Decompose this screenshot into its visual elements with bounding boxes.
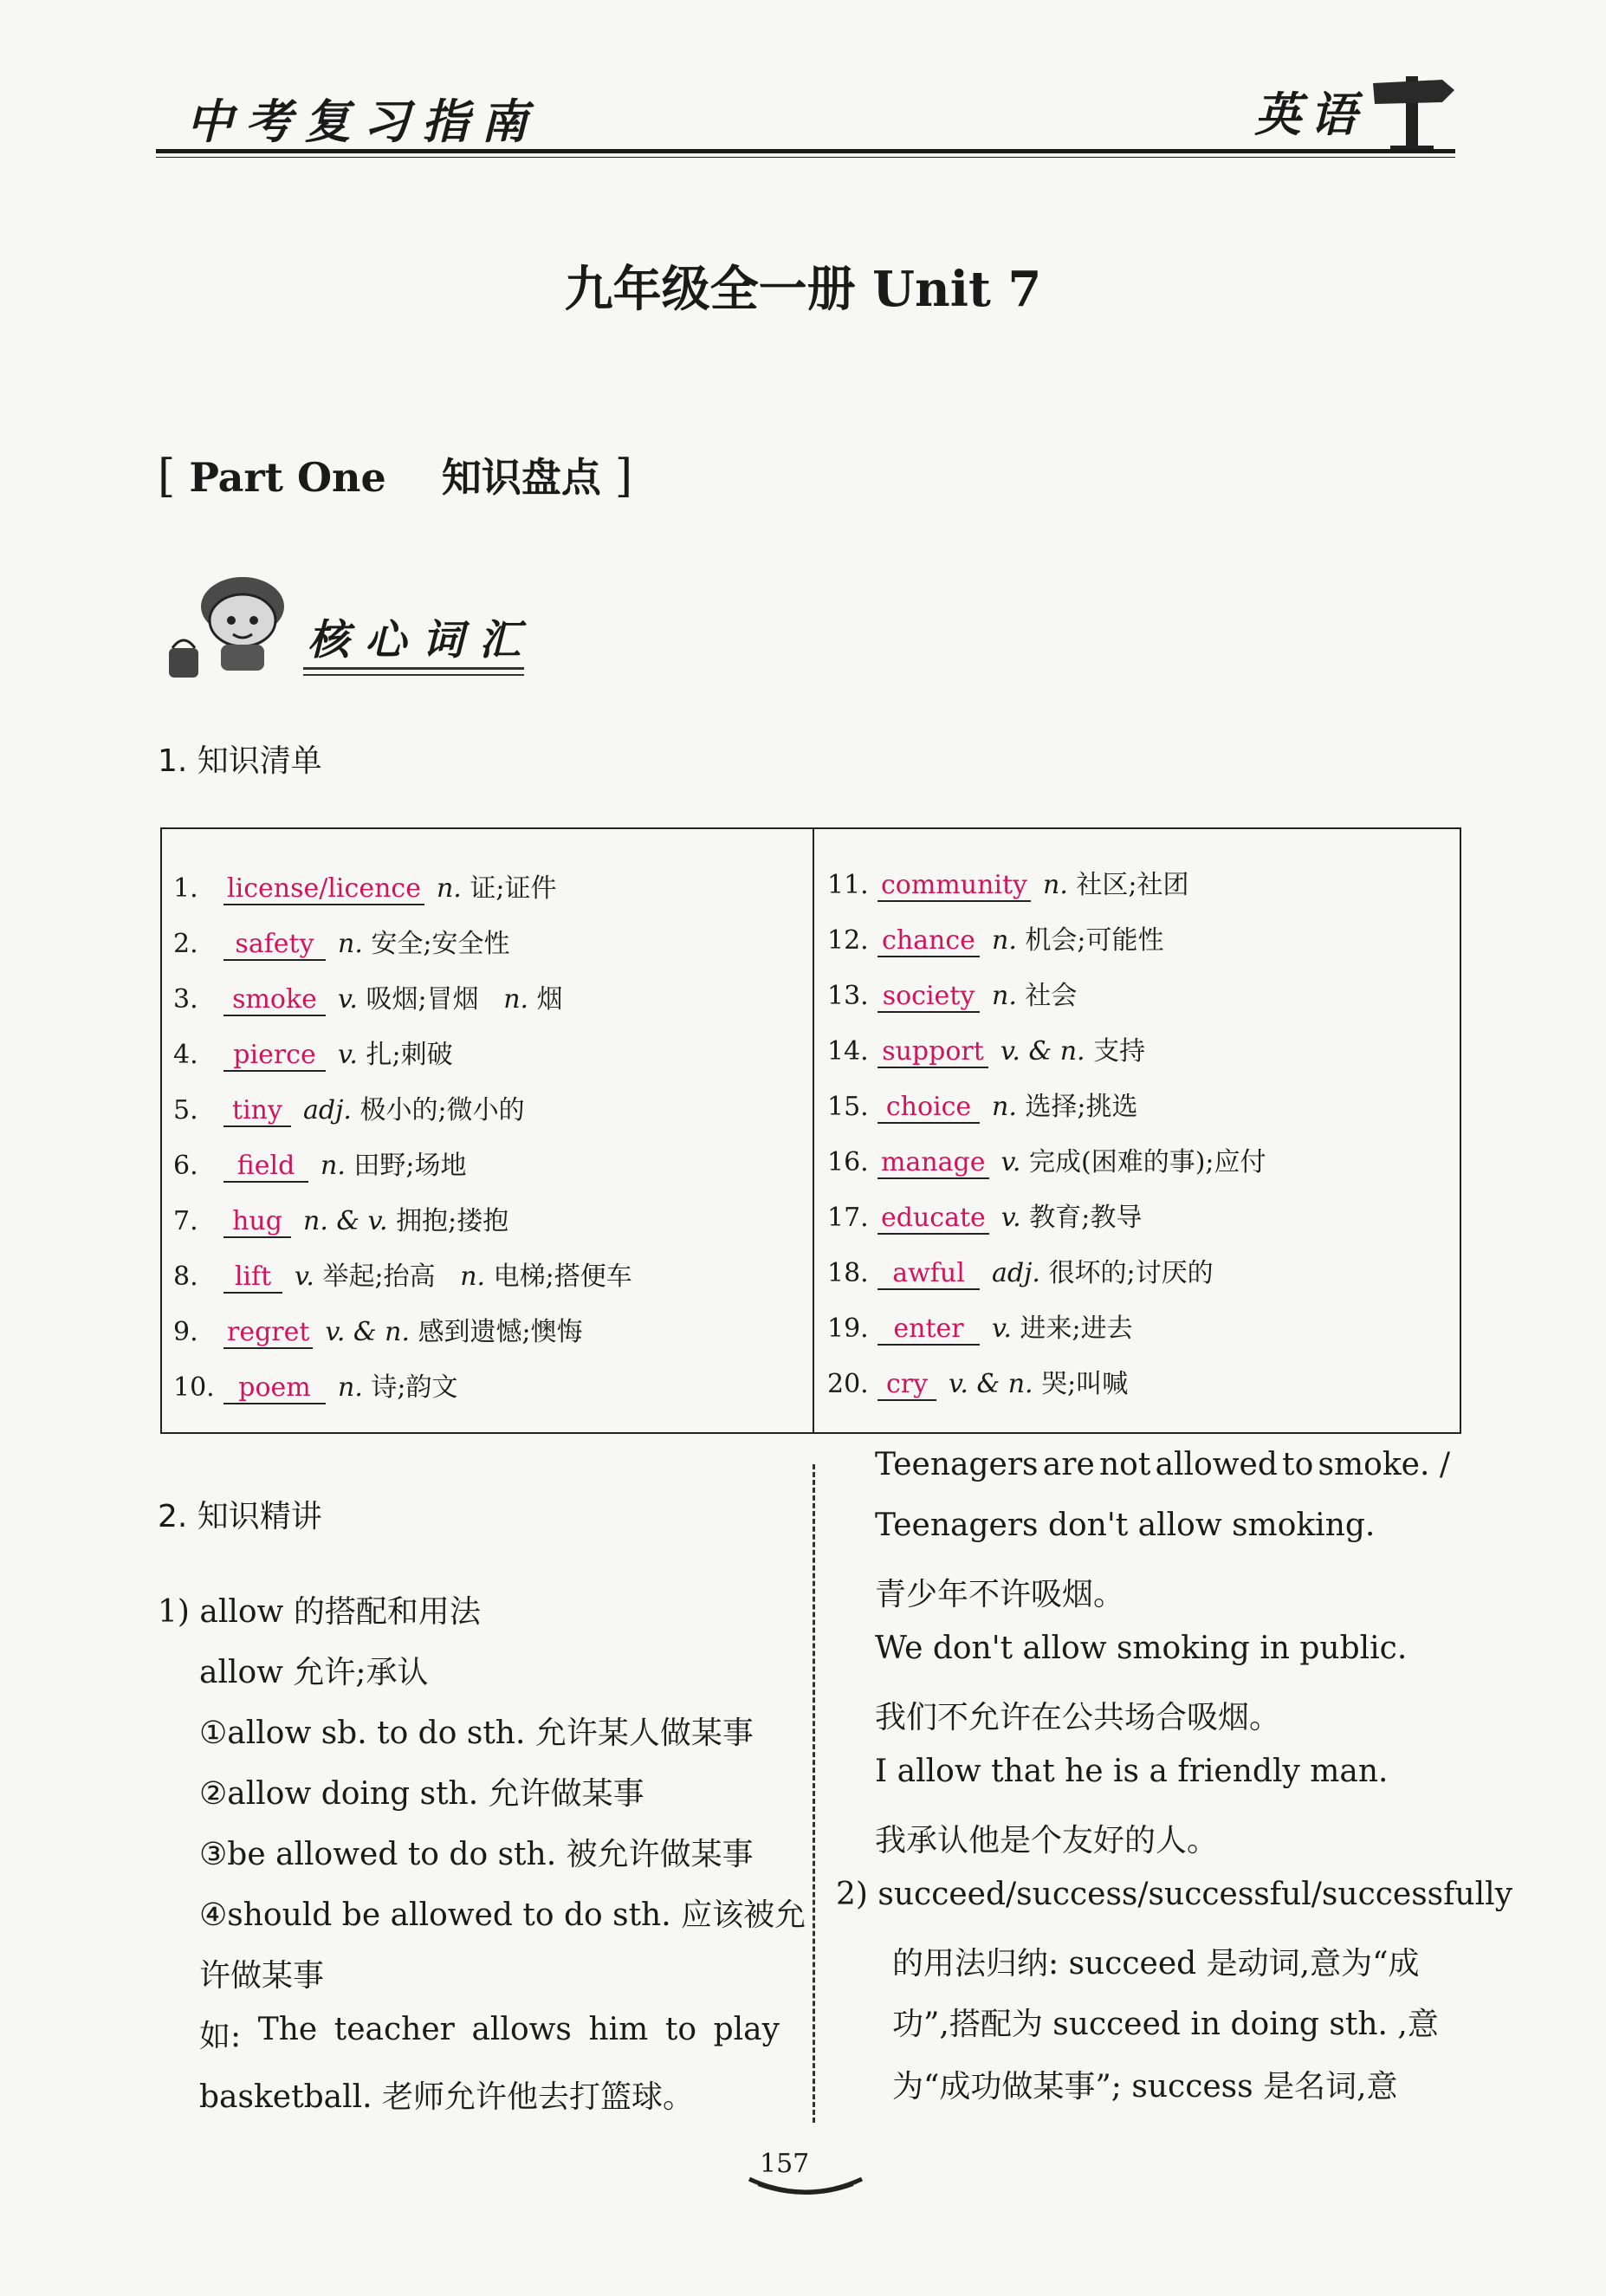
header-book-title: 中考复习指南 (186, 94, 540, 149)
section-2-heading: 2. 知识精讲 (158, 1499, 322, 1534)
part-heading (158, 446, 632, 503)
allow-usage-4-cont: 许做某事 (199, 1958, 325, 1994)
part-bracket-open: [ (158, 451, 176, 503)
vocab-answer: pierce (223, 1040, 326, 1072)
vocab-answer: support (877, 1036, 988, 1068)
vocab-answer: license/licence (223, 873, 424, 905)
header-subject: 英语 (1254, 87, 1365, 142)
vocab-answer: safety (223, 929, 326, 961)
vocab-row: 5. tiny adj. 极小的;微小的 (173, 1095, 525, 1125)
allow-example: 如: The teacher allows him to play (199, 2012, 780, 2054)
vocab-banner-title: 核心词汇 (308, 616, 537, 665)
vocab-answer: regret (223, 1317, 313, 1349)
succeed-text: 为“成功做某事”; success 是名词,意 (892, 2069, 1398, 2105)
example-translation: 青少年不许吸烟。 (875, 1577, 1125, 1612)
vocab-table-divider (813, 827, 814, 1434)
vocab-row: 7. hug n. & v. 拥抱;搂抱 (173, 1206, 509, 1236)
allow-usage-4: ④should be allowed to do sth. 应该被允 (199, 1897, 806, 1933)
vocab-row: 11. community n. 社区;社团 (827, 870, 1189, 900)
vocab-answer: poem (223, 1372, 326, 1404)
vocab-answer: smoke (223, 984, 326, 1016)
vocab-row: 19. enter v. 进来;进去 (827, 1313, 1133, 1344)
vocab-banner-rule (303, 667, 524, 670)
vocab-row: 12. chance n. 机会;可能性 (827, 925, 1164, 956)
allow-usage-1: ①allow sb. to do sth. 允许某人做某事 (199, 1716, 754, 1751)
vocab-banner-rule-thin (303, 674, 524, 676)
example-line: We don't allow smoking in public. (875, 1631, 1408, 1666)
succeed-text: 功”,搭配为 succeed in doing sth. ,意 (892, 2007, 1439, 2042)
vocab-answer: manage (877, 1147, 989, 1179)
vocab-row: 4. pierce v. 扎;刺破 (173, 1040, 453, 1070)
succeed-heading: 2) succeed/success/successful/successfully (836, 1877, 1513, 1912)
vocab-row: 18. awful adj. 很坏的;讨厌的 (827, 1258, 1214, 1288)
vocab-answer: choice (877, 1092, 980, 1124)
vocab-answer: society (877, 981, 980, 1013)
vocab-answer: enter (877, 1313, 980, 1346)
vocab-answer: field (223, 1151, 308, 1183)
column-separator (813, 1464, 815, 2123)
vocab-row: 14. support v. & n. 支持 (827, 1036, 1146, 1067)
vocab-row: 20. cry v. & n. 哭;叫喊 (827, 1369, 1129, 1399)
allow-usage-2: ②allow doing sth. 允许做某事 (199, 1776, 644, 1812)
section-1-heading: 1. 知识清单 (158, 743, 322, 779)
example-line: Teenagers don't allow smoking. (875, 1508, 1376, 1543)
vocab-row: 16. manage v. 完成(困难的事);应付 (827, 1147, 1266, 1177)
succeed-text: 的用法归纳: succeed 是动词,意为“成 (892, 1946, 1420, 1981)
vocab-row: 3. smoke v. 吸烟;冒烟 n. 烟 (173, 984, 563, 1015)
example-line: Teenagers are not allowed to smoke. / (875, 1447, 1450, 1482)
example-line: I allow that he is a friendly man. (875, 1754, 1389, 1789)
example-translation: 我们不允许在公共场合吸烟。 (875, 1700, 1281, 1735)
allow-usage-3: ③be allowed to do sth. 被允许做某事 (199, 1837, 754, 1872)
part-label: Part One (189, 454, 386, 501)
vocab-row: 10. poem n. 诗;韵文 (173, 1372, 458, 1403)
vocab-row: 17. educate v. 教育;教导 (827, 1203, 1143, 1233)
allow-meaning: allow 允许;承认 (199, 1655, 429, 1690)
signpost-icon (1364, 68, 1460, 154)
vocab-row: 1. license/licence n. 证;证件 (173, 873, 557, 904)
vocab-answer: tiny (223, 1095, 291, 1127)
vocab-row: 8. lift v. 举起;抬高 n. 电梯;搭便车 (173, 1262, 632, 1292)
part-name: 知识盘点 (441, 454, 601, 501)
header-rule-thin (156, 157, 1455, 158)
vocab-answer: community (877, 870, 1031, 902)
vocab-answer: hug (223, 1206, 291, 1238)
page-number: 157 (760, 2149, 810, 2179)
vocab-answer: cry (877, 1369, 936, 1401)
page-ornament-icon (745, 2166, 866, 2201)
allow-example-cont: basketball. 老师允许他去打篮球。 (199, 2079, 694, 2115)
vocab-row: 2. safety n. 安全;安全性 (173, 929, 510, 959)
vocab-answer: chance (877, 925, 980, 957)
vocab-row: 9. regret v. & n. 感到遗憾;懊悔 (173, 1317, 583, 1347)
vocab-row: 6. field n. 田野;场地 (173, 1151, 467, 1181)
allow-heading: 1) allow 的搭配和用法 (158, 1594, 481, 1630)
vocab-answer: lift (223, 1262, 282, 1294)
vocab-answer: educate (877, 1203, 989, 1235)
page-title: 九年级全一册 Unit 7 (564, 261, 1042, 318)
vocab-row: 13. society n. 社会 (827, 981, 1078, 1011)
header-rule (156, 149, 1455, 153)
vocab-answer: awful (877, 1258, 980, 1290)
vocab-row: 15. choice n. 选择;挑选 (827, 1092, 1138, 1122)
part-bracket-close: ] (614, 451, 633, 503)
example-translation: 我承认他是个友好的人。 (875, 1823, 1219, 1858)
